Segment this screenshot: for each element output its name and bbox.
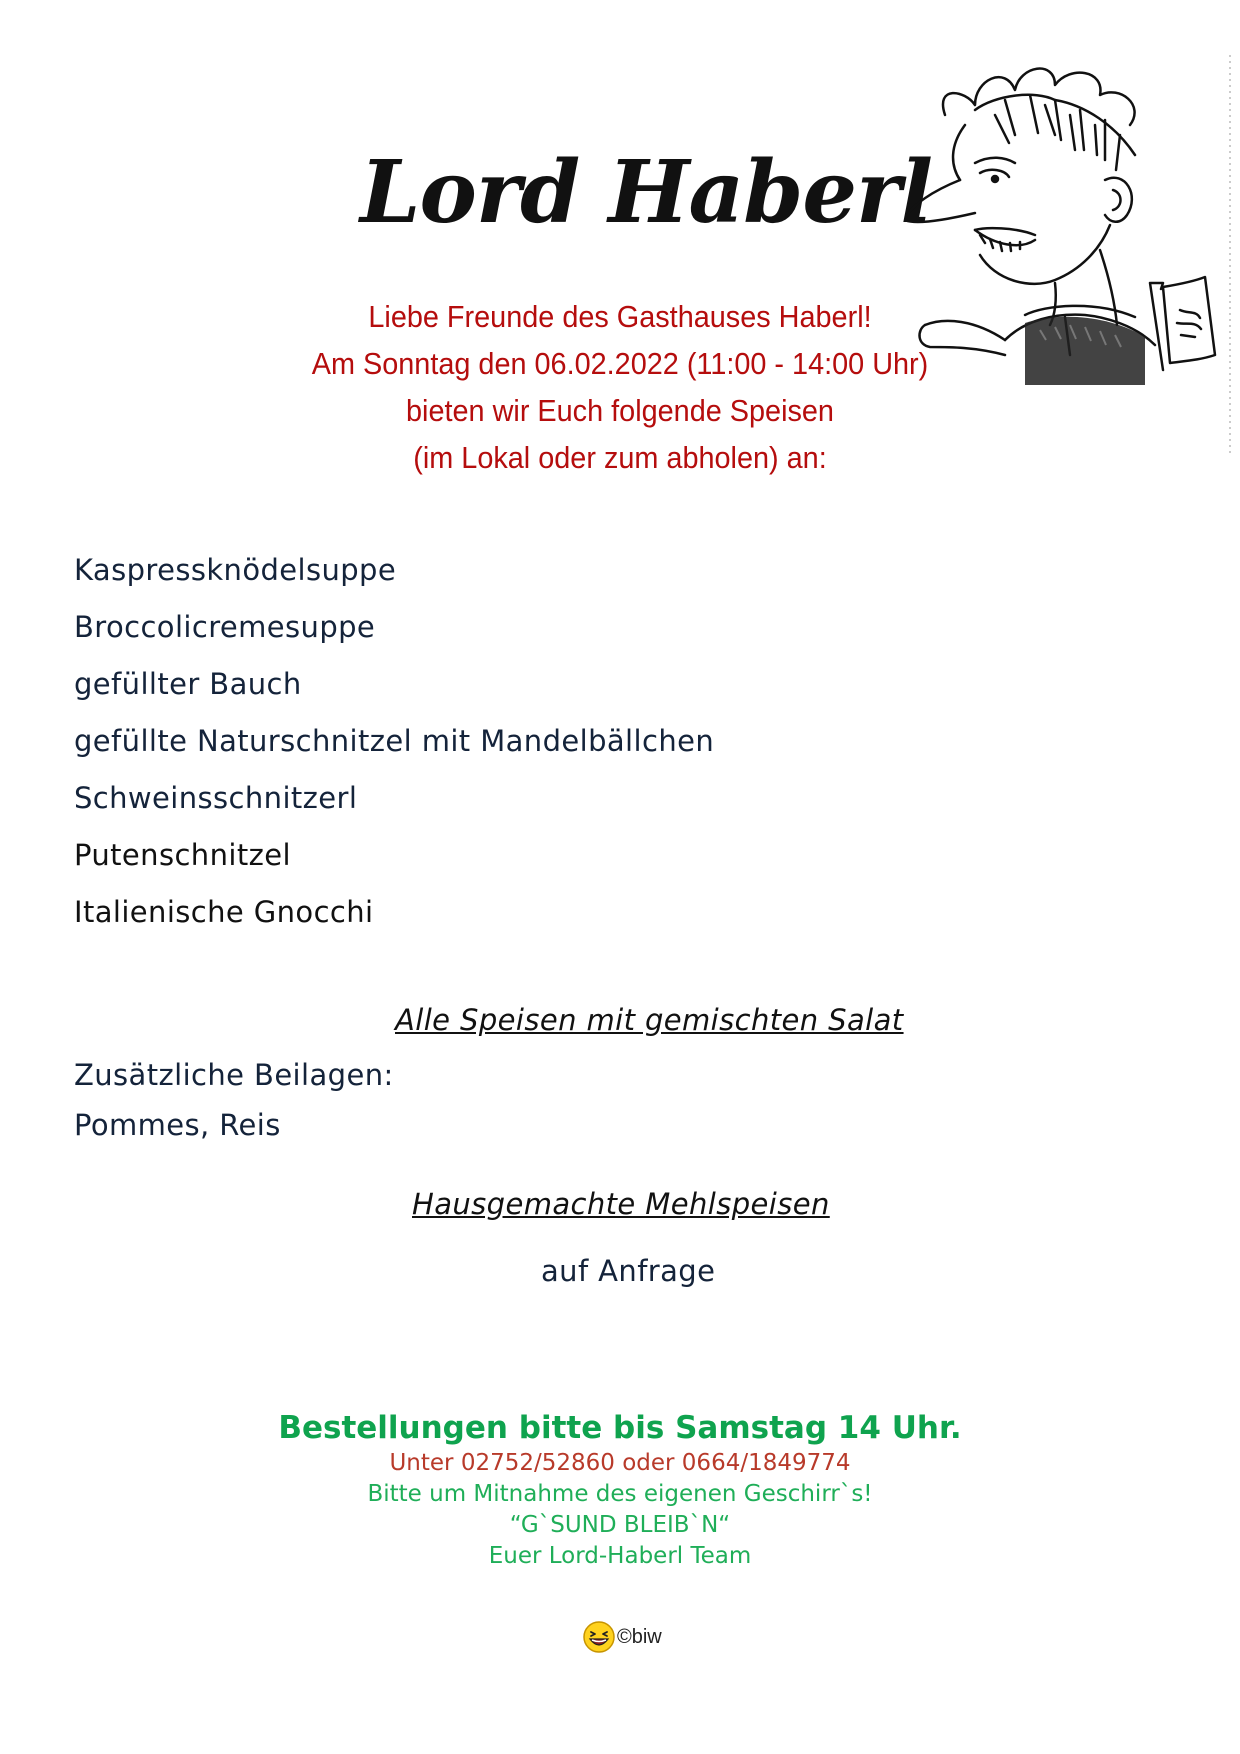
menu-item: Broccolicremesuppe — [74, 610, 376, 644]
team-signature: Euer Lord-Haberl Team — [488, 1543, 752, 1569]
menu-item: Schweinsschnitzerl — [74, 781, 358, 815]
intro-text — [200, 293, 1040, 481]
sides-items: Pommes, Reis — [74, 1108, 281, 1142]
salad-note: Alle Speisen mit gemischten Salat — [395, 1003, 904, 1037]
farewell-text: “G`SUND BLEIB`N“ — [509, 1512, 731, 1538]
sides-title: Zusätzliche Beilagen: — [74, 1058, 394, 1092]
menu-item: Italienische Gnocchi — [74, 895, 374, 929]
order-deadline: Bestellungen bitte bis Samstag 14 Uhr. — [278, 1410, 962, 1446]
menu-item: Putenschnitzel — [74, 838, 291, 872]
logo-title: Lord Haberl — [360, 142, 933, 243]
intro-greeting: Liebe Freunde des Gasthauses Haberl! — [368, 299, 872, 334]
dishes-request: Bitte um Mitnahme des eigenen Geschirr`s! — [367, 1481, 873, 1507]
contact-block — [0, 1448, 1240, 1572]
copyright-text: ©biw — [617, 1625, 662, 1648]
menu-item: Kaspressknödelsuppe — [74, 553, 397, 587]
intro-pickup-note: (im Lokal oder zum abholen) an: — [413, 440, 827, 475]
laughing-smiley-icon — [582, 1620, 616, 1654]
menu-item: gefüllte Naturschnitzel mit Mandelbällchen — [74, 724, 715, 758]
footer — [582, 1620, 662, 1654]
phone-numbers: Unter 02752/52860 oder 0664/1849774 — [389, 1450, 851, 1476]
dessert-note: auf Anfrage — [541, 1254, 716, 1288]
dessert-title: Hausgemachte Mehlspeisen — [412, 1187, 830, 1221]
intro-offer: bieten wir Euch folgende Speisen — [406, 393, 834, 428]
menu-list — [74, 542, 714, 941]
menu-item: gefüllter Bauch — [74, 667, 302, 701]
intro-date-time: Am Sonntag den 06.02.2022 (11:00 - 14:00 Uhr) — [311, 346, 929, 381]
